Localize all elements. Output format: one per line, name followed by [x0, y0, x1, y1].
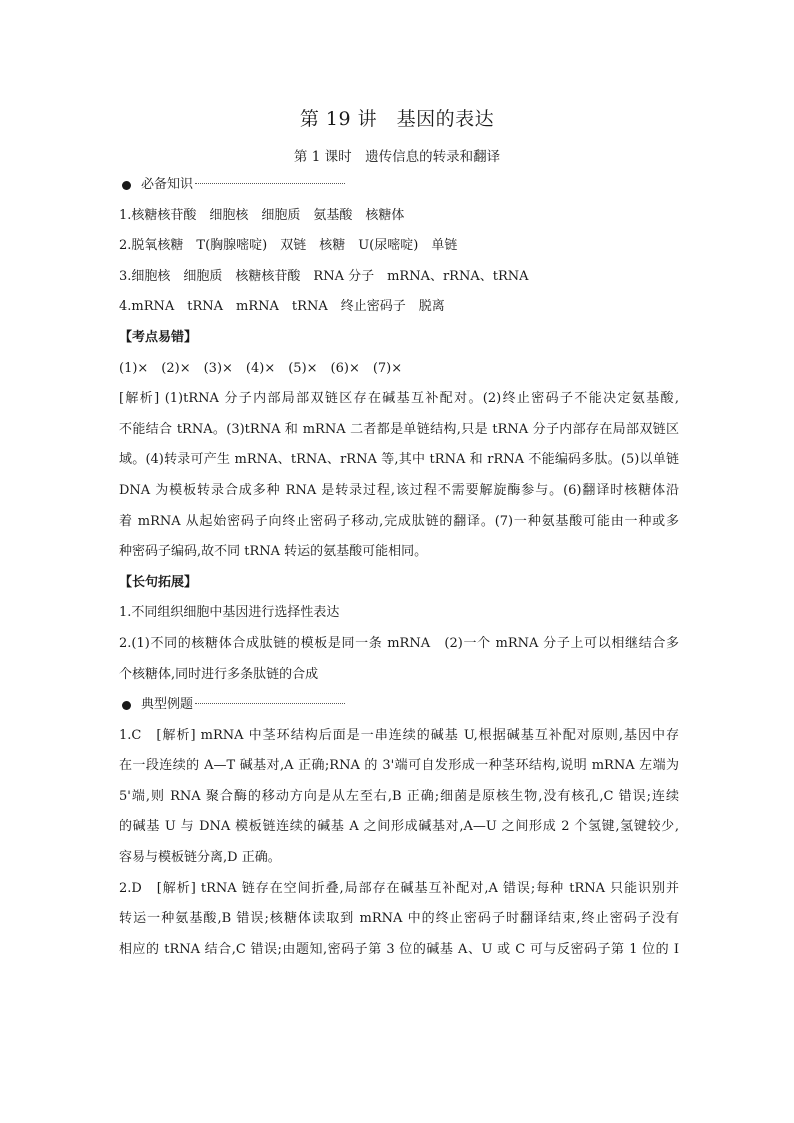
list-item: 3.细胞核 细胞质 核糖核苷酸 RNA 分子 mRNA、rRNA、tRNA: [119, 268, 529, 284]
page-title: 第 19 讲 基因的表达: [299, 108, 495, 130]
analysis-line: 种密码子编码,故不同 tRNA 转运的氨基酸可能相同。: [119, 544, 428, 560]
question-2-line: 2.D [解析] tRNA 链存在空间折叠,局部存在碱基互补配对,A 错误;每种 tRNA 只能识别并: [119, 880, 679, 896]
answer-line: (1)× (2)× (3)× (4)× (5)× (6)× (7)×: [119, 360, 403, 376]
question-1-line: 的碱基 U 与 DNA 模板链连续的碱基 A 之间形成碱基对,A—U 之间形成 2 个氢键,氢键较少,: [119, 819, 679, 835]
list-item: 1.不同组织细胞中基因进行选择性表达: [119, 605, 340, 621]
section-heading-text: 典型例题: [141, 697, 194, 713]
section-heading-kaodian: 【考点易错】: [119, 329, 198, 345]
section-heading-changju: 【长句拓展】: [119, 574, 198, 590]
question-1-line: 在一段连续的 A—T 碱基对,A 正确;RNA 的 3'端可自发形成一种茎环结构,说明 mRNA 左端为: [119, 758, 679, 774]
analysis-line: [解析] (1)tRNA 分子内部局部双链区存在碱基互补配对。(2)终止密码子不能决定氨基酸,: [119, 391, 679, 407]
analysis-line: DNA 为模板转录合成多种 RNA 是转录过程,该过程不需要解旋酶参与。(6)翻译时核糖体沿: [119, 482, 679, 498]
section-heading-bibei: [119, 170, 679, 201]
dotted-rule: [195, 183, 345, 184]
question-2-line: 转运一种氨基酸,B 错误;核糖体读取到 mRNA 中的终止密码子时翻译结束,终止密码子没有: [119, 911, 679, 927]
page-subtitle: 第 1 课时 遗传信息的转录和翻译: [293, 149, 501, 165]
bullet-icon: [122, 701, 131, 710]
list-item: 1.核糖核苷酸 细胞核 细胞质 氨基酸 核糖体: [119, 207, 405, 223]
list-item: 个核糖体,同时进行多条肽链的合成: [119, 666, 319, 682]
section-heading-dianxing: [119, 690, 679, 721]
section-heading-text: 必备知识: [141, 177, 194, 192]
bullet-icon: [122, 181, 131, 190]
dotted-rule: [195, 703, 345, 704]
list-item: 4.mRNA tRNA mRNA tRNA 终止密码子 脱离: [119, 299, 445, 315]
list-item: 2.脱氧核糖 T(胸腺嘧啶) 双链 核糖 U(尿嘧啶) 单链: [119, 238, 458, 254]
list-item: 2.(1)不同的核糖体合成肽链的模板是同一条 mRNA (2)一个 mRNA 分子上可以相继结合多: [119, 635, 679, 651]
question-1-line: 1.C [解析] mRNA 中茎环结构后面是一串连续的碱基 U,根据碱基互补配对原则,基因中存: [119, 727, 679, 743]
analysis-line: 着 mRNA 从起始密码子向终止密码子移动,完成肽链的翻译。(7)一种氨基酸可能由一种或多: [119, 513, 679, 529]
document-body: [119, 170, 679, 965]
question-1-line: 5'端,则 RNA 聚合酶的移动方向是从左至右,B 正确;细菌是原核生物,没有核孔,C 错误;连续: [119, 788, 679, 804]
question-1-line: 容易与模板链分离,D 正确。: [119, 850, 281, 866]
analysis-line: 域。(4)转录可产生 mRNA、tRNA、rRNA 等,其中 tRNA 和 rRNA 不能编码多肽。(5)以单链: [119, 452, 679, 468]
analysis-line: 不能结合 tRNA。(3)tRNA 和 mRNA 二者都是单链结构,只是 tRNA 分子内部存在局部双链区: [119, 421, 679, 437]
question-2-line: 相应的 tRNA 结合,C 错误;由题知,密码子第 3 位的碱基 A、U 或 C 可与反密码子第 1 位的 I: [119, 941, 679, 957]
